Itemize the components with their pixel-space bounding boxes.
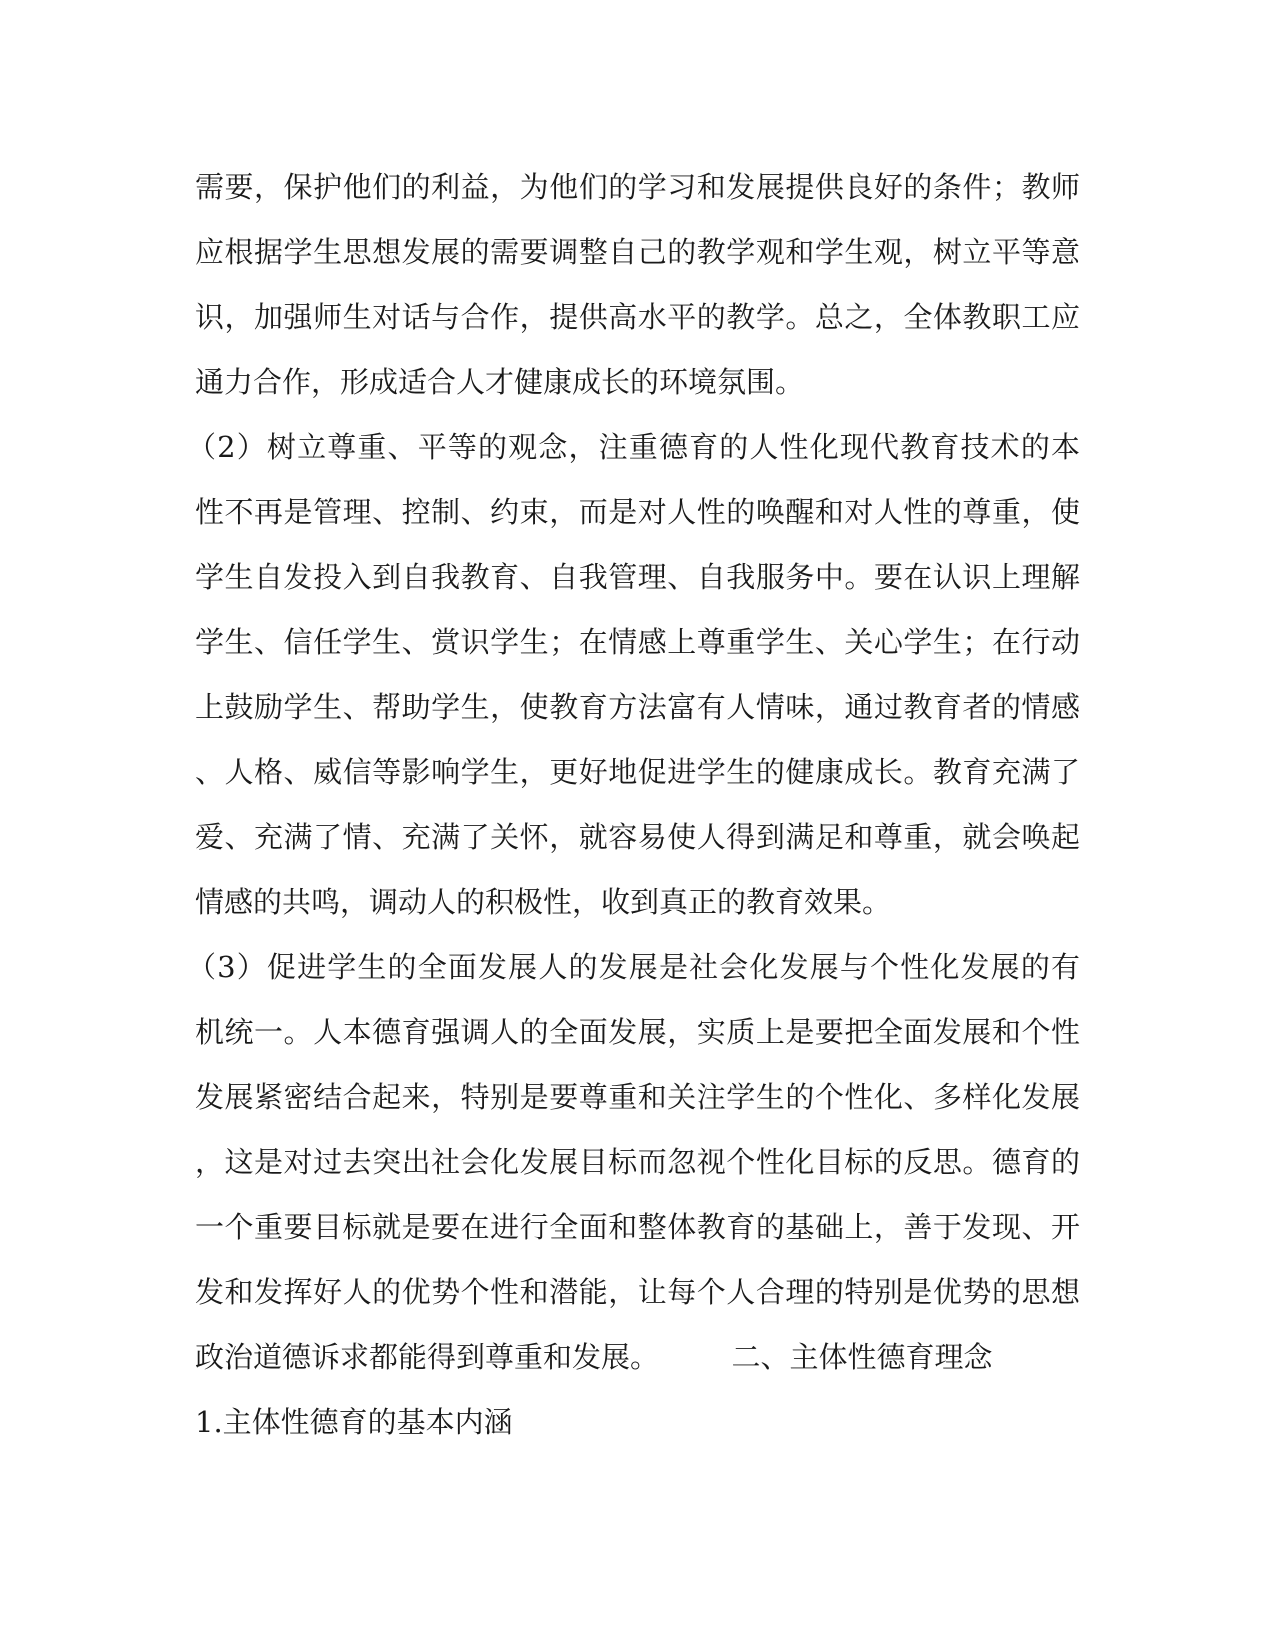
text-line: 学生自发投入到自我教育、自我管理、自我服务中。要在认识上理解 [195,560,1080,594]
text-line: 上鼓励学生、帮助学生，使教育方法富有人情味，通过教育者的情感 [195,690,1080,724]
subsection-heading: 1.主体性德育的基本内涵 [195,1405,513,1439]
text-line: 机统一。人本德育强调人的全面发展，实质上是要把全面发展和个性 [195,1015,1080,1049]
text-line: ，这是对过去突出社会化发展目标而忽视个性化目标的反思。德育的 [195,1145,1080,1179]
text-line: 识，加强师生对话与合作，提供高水平的教学。总之，全体教职工应 [195,300,1080,334]
text-line: 性不再是管理、控制、约束，而是对人性的唤醒和对人性的尊重，使 [195,495,1080,529]
text-line: 爱、充满了情、充满了关怀，就容易使人得到满足和尊重，就会唤起 [195,820,1080,854]
text-line: 发和发挥好人的优势个性和潜能，让每个人合理的特别是优势的思想 [195,1275,1080,1309]
text-line: 、人格、威信等影响学生，更好地促进学生的健康成长。教育充满了 [195,755,1080,789]
text-line: 政治道德诉求都能得到尊重和发展。 二、主体性德育理念 [195,1340,993,1374]
text-line: 通力合作，形成适合人才健康成长的环境氛围。 [195,365,805,399]
text-line: 情感的共鸣，调动人的积极性，收到真正的教育效果。 [195,885,892,919]
text-line: 学生、信任学生、赏识学生；在情感上尊重学生、关心学生；在行动 [195,625,1080,659]
text-line: 应根据学生思想发展的需要调整自己的教学观和学生观，树立平等意 [195,235,1080,269]
text-line: 发展紧密结合起来，特别是要尊重和关注学生的个性化、多样化发展 [195,1080,1080,1114]
text-line: 需要，保护他们的利益，为他们的学习和发展提供良好的条件；教师 [195,170,1080,204]
text-line: 一个重要目标就是要在进行全面和整体教育的基础上，善于发现、开 [195,1210,1080,1244]
body-text [187,155,1080,1455]
section-heading-3: （3）促进学生的全面发展人的发展是社会化发展与个性化发展的有 [187,950,1080,984]
section-heading-2: （2）树立尊重、平等的观念，注重德育的人性化现代教育技术的本 [187,430,1080,464]
